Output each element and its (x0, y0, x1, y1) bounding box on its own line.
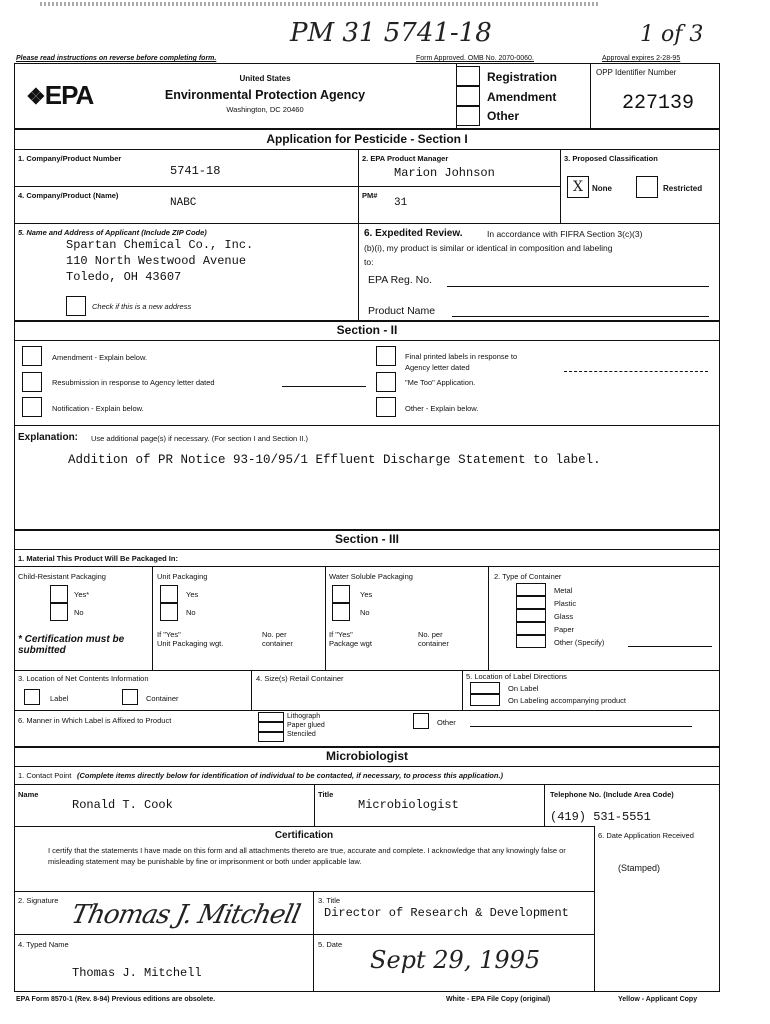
title-3-value[interactable]: Director of Research & Development (324, 906, 569, 920)
company-product-number-label: 1. Company/Product Number (18, 154, 122, 163)
certification-text: I certify that the statements I have made on this form and all attachments thereto are true, accurate and complete. I acknowledge that any knowingly false or misleading statement may be punishable by fine or imprisonment or both under applicable law. (48, 846, 566, 866)
container-paper-checkbox[interactable] (516, 622, 546, 635)
child-yes-checkbox[interactable] (50, 585, 68, 603)
resubmission-checkbox[interactable] (22, 372, 42, 392)
notification-label: Notification - Explain below. (52, 404, 144, 413)
stenciled-label: Stenciled (287, 731, 316, 738)
contact-title-value[interactable]: Microbiologist (358, 798, 459, 812)
agency-name: Environmental Protection Agency (164, 88, 366, 102)
section-1-title: Application for Pesticide - Section I (266, 132, 468, 146)
s3-divider-e (462, 670, 463, 710)
final-labels-checkbox[interactable] (376, 346, 396, 366)
container-other-checkbox[interactable] (516, 635, 546, 648)
date-handwritten: Sept 29, 1995 (370, 946, 541, 974)
s4-divider-a (314, 784, 315, 826)
contact-point-hint: (Complete items directly below for identification of individual to be contacted, if necessary, to process this application.) (77, 771, 504, 780)
unit-no-checkbox[interactable] (160, 603, 178, 621)
s1-row-rule-c (14, 223, 720, 224)
amendment-label: Amendment (487, 90, 557, 104)
white-copy-footer: White - EPA File Copy (original) (446, 996, 551, 1003)
company-product-name-value[interactable]: NABC (170, 197, 197, 209)
pm-number-value[interactable]: 31 (394, 197, 408, 209)
section-3-title: Section - III (334, 532, 399, 546)
resubmission-date-field[interactable] (282, 386, 366, 387)
section-2-title-rule (14, 340, 720, 341)
label-directions-label: 5. Location of Label Directions (466, 672, 567, 681)
section-1-title-rule (14, 149, 720, 150)
water-no-per-label: No. per (418, 630, 443, 639)
unit-packaging-wgt-label: Unit Packaging wgt. (157, 639, 224, 648)
manner-other-checkbox[interactable] (413, 713, 429, 729)
product-name-label: Product Name (368, 305, 436, 317)
water-no-checkbox[interactable] (332, 603, 350, 621)
child-yes-label: Yes* (74, 590, 90, 599)
contact-rule (14, 784, 720, 785)
approval-expires-text: Approval expires 2-28-95 (602, 55, 681, 62)
s1-divider-b (560, 149, 561, 223)
water-soluble-label: Water Soluble Packaging (329, 572, 413, 581)
stamped-label: (Stamped) (618, 863, 661, 873)
s4-row-rule-c (14, 934, 594, 935)
net-container-label: Container (146, 694, 179, 703)
top-scan-edge (40, 2, 600, 6)
s3-divider-d (251, 670, 252, 710)
other-type-label: Other (487, 109, 520, 123)
form-number-footer: EPA Form 8570-1 (Rev. 8-94) Previous editions are obsolete. (16, 996, 216, 1003)
s3-divider-c (488, 566, 489, 670)
company-product-number-value[interactable]: 5741-18 (170, 164, 221, 178)
final-labels-label-2: Agency letter dated (405, 363, 470, 372)
product-manager-label: 2. EPA Product Manager (362, 154, 449, 163)
s1-row-rule-b (358, 186, 560, 187)
container-glass-checkbox[interactable] (516, 609, 546, 622)
proposed-classification-label: 3. Proposed Classification (564, 154, 658, 163)
net-label-checkbox[interactable] (24, 689, 40, 705)
net-contents-label: 3. Location of Net Contents Information (18, 674, 149, 683)
water-yes-checkbox[interactable] (332, 585, 350, 603)
applicant-label: 5. Name and Address of Applicant (Include ZIP Code) (18, 228, 207, 237)
explanation-hint: Use additional page(s) if necessary. (For section I and Section II.) (91, 434, 309, 443)
signature-label: 2. Signature (18, 896, 59, 905)
s4-divider-b (544, 784, 545, 826)
container-paper-label: Paper (554, 625, 575, 634)
class-restricted-label: Restricted (663, 184, 703, 193)
section-3-top-rule (14, 529, 720, 531)
net-label-label: Label (50, 694, 69, 703)
me-too-checkbox[interactable] (376, 372, 396, 392)
s3-divider-a (152, 566, 153, 670)
s4-row-rule-a (14, 826, 594, 827)
directions-on-label-label: On Label (508, 684, 539, 693)
contact-name-value[interactable]: Ronald T. Cook (72, 798, 173, 812)
epa-reg-no-field[interactable] (447, 286, 709, 287)
yellow-copy-footer: Yellow - Applicant Copy (618, 996, 698, 1003)
s3-row-rule-b (14, 710, 720, 711)
child-no-checkbox[interactable] (50, 603, 68, 621)
container-other-label: Other (Specify) (554, 638, 605, 647)
instructions-text: Please read instructions on reverse before completing form. (16, 55, 217, 62)
explanation-text[interactable]: Addition of PR Notice 93-10/95/1 Effluent Discharge Statement to label. (68, 453, 601, 467)
agency-location: Washington, DC 20460 (226, 105, 304, 114)
material-packaged-label: 1. Material This Product Will Be Packaged In: (18, 554, 178, 563)
s3-row-rule-a (14, 670, 720, 671)
header-bottom-rule (14, 128, 720, 130)
class-none-checkbox[interactable] (567, 176, 589, 198)
other-type-checkbox[interactable] (456, 106, 480, 126)
s4-divider-d (313, 891, 314, 992)
water-container-label: container (418, 639, 449, 648)
class-restricted-checkbox[interactable] (636, 176, 658, 198)
unit-no-label: No (186, 608, 196, 617)
united-states-text: United States (239, 74, 291, 83)
other-explain-checkbox[interactable] (376, 397, 396, 417)
handwritten-registration-note: PM 31 5741-18 (290, 18, 492, 48)
explanation-label: Explanation: (18, 432, 79, 443)
water-package-wgt-label: Package wgt (329, 639, 372, 648)
water-yes-label: Yes (360, 590, 373, 599)
section-4-title: Microbiologist (326, 749, 408, 763)
section-4-top-rule (14, 746, 720, 748)
typed-name-label: 4. Typed Name (18, 940, 69, 949)
amendment-explain-checkbox[interactable] (22, 346, 42, 366)
registration-checkbox[interactable] (456, 66, 480, 86)
amendment-checkbox[interactable] (456, 86, 480, 106)
child-resistant-label: Child-Resistant Packaging (18, 572, 106, 581)
final-labels-label-1: Final printed labels in response to (405, 352, 518, 361)
unit-yes-label: Yes (186, 590, 199, 599)
unit-container-label: container (262, 639, 293, 648)
lithograph-checkbox[interactable] (258, 712, 284, 722)
directions-on-label-checkbox[interactable] (470, 682, 500, 694)
contact-name-label: Name (18, 790, 39, 799)
product-manager-value[interactable]: Marion Johnson (394, 166, 495, 180)
title-3-label: 3. Title (318, 896, 341, 905)
notification-checkbox[interactable] (22, 397, 42, 417)
unit-if-yes-label: If "Yes" (157, 630, 181, 639)
opp-box-left-border (590, 63, 591, 128)
epa-logo: ❖EPA (26, 80, 94, 110)
epa-reg-no-label: EPA Reg. No. (368, 274, 433, 286)
product-name-field[interactable] (452, 316, 709, 317)
opp-identifier-label: OPP Identifier Number (596, 68, 677, 77)
expedited-review-text-1: In accordance with FIFRA Section 3(c)(3) (487, 229, 643, 239)
s4-row-rule-b (14, 891, 594, 892)
container-metal-checkbox[interactable] (516, 583, 546, 596)
child-no-label: No (74, 608, 84, 617)
directions-on-labeling-label: On Labeling accompanying product (508, 696, 626, 705)
me-too-label: "Me Too" Application. (405, 378, 476, 387)
date-label: 5. Date (318, 940, 343, 949)
telephone-label: Telephone No. (Include Area Code) (550, 790, 674, 799)
class-none-mark: X (573, 179, 583, 195)
expedited-review-title: 6. Expedited Review. (364, 228, 463, 239)
explanation-top-rule (14, 425, 720, 426)
paper-glued-label: Paper glued (287, 722, 325, 729)
contact-point-label: 1. Contact Point (18, 771, 72, 780)
s1-row-rule-a (14, 186, 358, 187)
other-explain-label: Other - Explain below. (405, 404, 479, 413)
date-received-label: 6. Date Application Received (598, 831, 694, 840)
unit-packaging-label: Unit Packaging (157, 572, 208, 581)
expedited-review-text-3: to: (364, 257, 374, 267)
container-plastic-checkbox[interactable] (516, 596, 546, 609)
applicant-line-2[interactable]: 110 North Westwood Avenue (66, 254, 247, 268)
container-metal-label: Metal (554, 586, 573, 595)
certification-title: Certification (274, 830, 334, 841)
form-approved-text: Form Approved. OMB No. 2070-0060. (416, 55, 534, 62)
s3-divider-b (325, 566, 326, 670)
container-other-specify-field[interactable] (628, 646, 712, 647)
applicant-line-1[interactable]: Spartan Chemical Co., Inc. (66, 238, 254, 252)
material-label-rule (14, 566, 720, 567)
handwritten-page-note: 1 of 3 (640, 22, 704, 47)
size-retail-label: 4. Size(s) Retail Container (256, 674, 344, 683)
contact-title-label: Title (318, 790, 334, 799)
applicant-line-3[interactable]: Toledo, OH 43607 (66, 270, 182, 284)
section-2-top-rule (14, 320, 720, 322)
container-glass-label: Glass (554, 612, 574, 621)
telephone-value[interactable]: (419) 531-5551 (550, 810, 651, 824)
water-no-label: No (360, 608, 370, 617)
typed-name-value[interactable]: Thomas J. Mitchell (72, 966, 202, 980)
manner-affixed-label: 6. Manner in Which Label is Affixed to Product (18, 716, 172, 725)
new-address-label: Check if this is a new address (92, 302, 192, 311)
amendment-explain-label: Amendment - Explain below. (52, 353, 148, 362)
section-3-title-rule (14, 549, 720, 550)
opp-identifier-number: 227139 (622, 92, 695, 115)
unit-no-per-label: No. per (262, 630, 287, 639)
stenciled-checkbox[interactable] (258, 732, 284, 742)
class-none-label: None (592, 184, 612, 193)
pm-number-label: PM# (362, 191, 378, 200)
section-4-title-rule (14, 766, 720, 767)
epa-logo-mark-icon: ❖ (26, 84, 45, 109)
water-if-yes-label: If "Yes" (329, 630, 353, 639)
new-address-checkbox[interactable] (66, 296, 86, 316)
certification-note: * Certification must be submitted (18, 634, 125, 656)
net-container-checkbox[interactable] (122, 689, 138, 705)
agency-letter-date-field[interactable] (564, 371, 708, 372)
lithograph-label: Lithograph (287, 713, 321, 720)
paper-glued-checkbox[interactable] (258, 722, 284, 732)
section-2-title: Section - II (336, 323, 398, 337)
container-plastic-label: Plastic (554, 599, 577, 608)
manner-other-label: Other (437, 718, 456, 727)
s4-divider-c (594, 826, 595, 992)
signature-image: Thomas J. Mitchell (68, 900, 303, 930)
registration-label: Registration (487, 70, 558, 84)
directions-on-labeling-checkbox[interactable] (470, 694, 500, 706)
resubmission-label: Resubmission in response to Agency letter dated (52, 378, 215, 387)
unit-yes-checkbox[interactable] (160, 585, 178, 603)
s1-divider-c (358, 223, 359, 320)
manner-other-field[interactable] (470, 726, 692, 727)
company-product-name-label: 4. Company/Product (Name) (18, 191, 119, 200)
container-type-label: 2. Type of Container (494, 572, 562, 581)
expedited-review-text-2: (b)(i), my product is similar or identical in composition and labeling (364, 243, 613, 253)
